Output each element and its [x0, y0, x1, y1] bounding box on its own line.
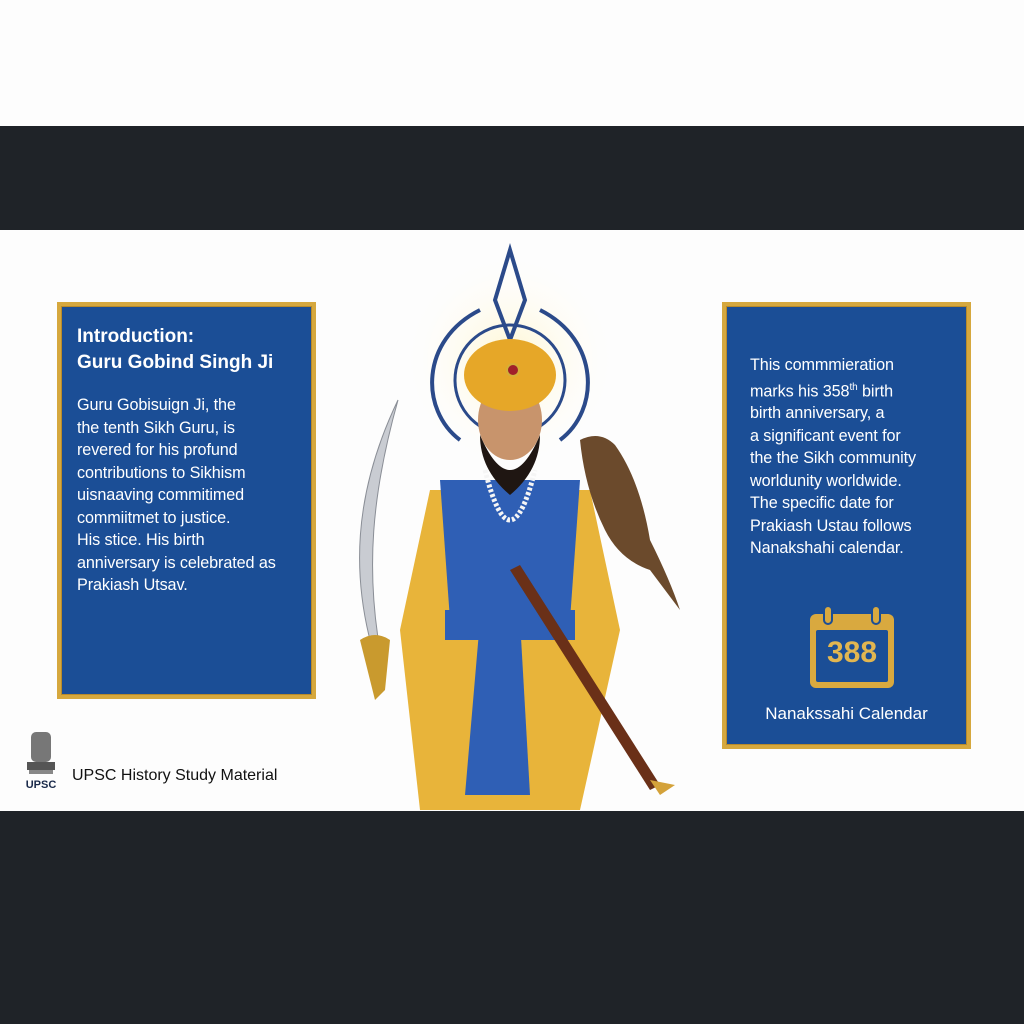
upsc-emblem-logo — [18, 728, 64, 794]
body-line: His stice. His birth — [77, 531, 205, 549]
body-line: birth anniversary, a — [750, 404, 885, 423]
calendar-label: Nanakssahi Calendar — [765, 704, 928, 723]
body-line: Prakiash Utsav. — [77, 576, 188, 594]
body-line: revered for his profund — [77, 441, 238, 459]
sword-icon — [360, 400, 398, 640]
ordinal-suffix: th — [849, 381, 858, 393]
footer-caption: UPSC History Study Material — [72, 767, 278, 784]
body-line — [750, 377, 947, 403]
body-line: a significant event for — [750, 426, 901, 445]
body-line: Nanakshahi calendar. — [750, 539, 904, 558]
panel-body — [77, 394, 296, 597]
body-line: contributions to Sikhism — [77, 463, 246, 482]
body-line: commiitmet to justice. — [77, 508, 231, 527]
body-line-text: marks his 358 — [750, 381, 850, 400]
body-line: the the Sikh community — [750, 449, 917, 468]
svg-text:UPSC: UPSC — [25, 779, 57, 791]
calendar-number: 388 — [826, 636, 878, 669]
guru-gobind-singh-illustration — [330, 240, 710, 811]
title-line: Introduction: — [77, 326, 195, 347]
body-line: uisnaaving commitimed — [77, 486, 245, 504]
body-line: The specific date for — [750, 494, 894, 513]
body-line: Guru Gobisuign Ji, the — [77, 396, 236, 414]
body-line: the tenth Sikh Guru, is — [77, 418, 235, 437]
body-line: This commmieration — [750, 356, 894, 374]
introduction-panel — [57, 302, 316, 699]
bottom-dark-band — [0, 811, 1024, 1024]
top-dark-band — [0, 126, 1024, 230]
calendar-icon — [808, 606, 896, 690]
panel-title — [77, 324, 296, 376]
body-line: worldunity worldwide. — [750, 471, 902, 490]
body-line-tail: birth — [857, 381, 893, 400]
body-line: anniversary is celebrated as — [77, 553, 276, 572]
body-line: Prakiash Ustau follows — [750, 516, 912, 535]
anniversary-panel — [722, 302, 971, 749]
title-line: Guru Gobind Singh Ji — [77, 352, 274, 373]
